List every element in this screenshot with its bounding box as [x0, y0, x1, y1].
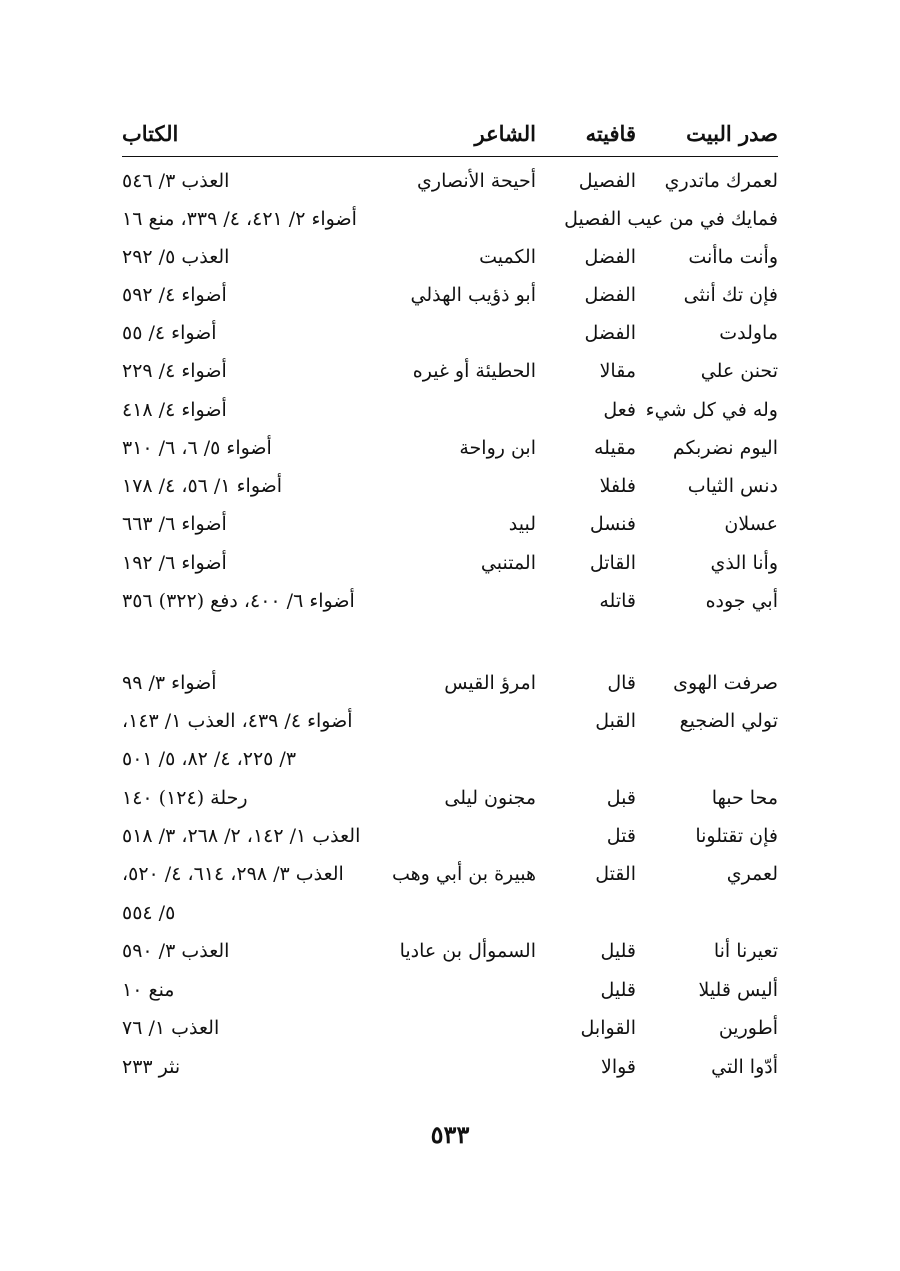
rhyme: مقالا — [599, 360, 636, 382]
table-row — [122, 702, 778, 740]
table-row — [122, 162, 778, 200]
poet: أحيحة الأنصاري — [417, 170, 536, 192]
verse-opening: لعمرك ماتدري — [664, 170, 778, 192]
verse-opening: صرفت الهوى — [673, 672, 778, 694]
book-reference: أضواء ٤/ ٢٢٩ — [122, 360, 227, 382]
book-reference: أضواء ٦/ ٤٠٠، دفع (٣٢٢) ٣٥٦ — [122, 590, 355, 612]
verse-opening: وله في كل شيء — [645, 399, 778, 421]
table-row — [122, 779, 778, 817]
book-reference: منع ١٠ — [122, 979, 175, 1001]
rhyme: القتل — [595, 863, 636, 885]
verse-opening: عسلان — [724, 513, 778, 535]
poet: امرؤ القيس — [444, 672, 536, 694]
verse-opening: وأنا الذي — [710, 552, 778, 574]
rhyme: القاتل — [589, 552, 636, 574]
book-reference: العذب ٥/ ٢٩٢ — [122, 246, 230, 268]
rhyme: فعل — [603, 399, 636, 421]
header-poet: الشاعر — [474, 121, 536, 146]
book-reference: أضواء ٦/ ١٩٢ — [122, 552, 227, 574]
book-reference: العذب ١/ ٧٦ — [122, 1017, 220, 1039]
book-reference: أضواء ٢/ ٤٢١، ٤/ ٣٣٩، منع ١٦ — [122, 208, 357, 230]
book-reference: أضواء ٤/ ٤١٨ — [122, 399, 227, 421]
rhyme: قليل — [600, 979, 636, 1001]
table-row — [122, 544, 778, 582]
table-row — [122, 276, 778, 314]
verse-opening: محا حبها — [711, 787, 778, 809]
table-row — [122, 429, 778, 467]
verse-opening: لعمري — [726, 863, 778, 885]
table-row — [122, 238, 778, 276]
table-row — [122, 664, 778, 702]
page-number: ٥٣٣ — [430, 1120, 470, 1149]
table-header — [122, 112, 778, 157]
verse-opening: تعيرنا أنا — [713, 940, 778, 962]
rhyme: الفضل — [584, 284, 636, 306]
poet: الكميت — [479, 246, 536, 268]
poet: ابن رواحة — [459, 437, 536, 459]
poet: المتنبي — [480, 552, 536, 574]
table-row — [122, 740, 778, 778]
book-reference: أضواء ٣/ ٩٩ — [122, 672, 217, 694]
table-row — [122, 932, 778, 970]
book-reference: رحلة (١٢٤) ١٤٠ — [122, 787, 248, 809]
table-row — [122, 1048, 778, 1086]
rhyme: قاتله — [599, 590, 636, 612]
rhyme: الفضل — [584, 246, 636, 268]
rhyme: الفضل — [584, 322, 636, 344]
header-rhyme: قافيته — [585, 121, 636, 146]
table-row — [122, 855, 778, 893]
verse-opening: فإن تك أنثى — [683, 284, 778, 306]
header-verse-opening: صدر البيت — [686, 121, 778, 146]
rhyme: قال — [607, 672, 636, 694]
rhyme: مقيله — [594, 437, 636, 459]
rhyme: فلفلا — [599, 475, 636, 497]
book-reference: أضواء ٤/ ٤٣٩، العذب ١/ ١٤٣، — [122, 710, 353, 732]
book-reference: أضواء ١/ ٥٦، ٤/ ١٧٨ — [122, 475, 283, 497]
book-reference: العذب ٣/ ٥٩٠ — [122, 940, 230, 962]
poet: أبو ذؤيب الهذلي — [410, 284, 536, 306]
poet: لبيد — [508, 513, 536, 535]
rhyme: القبل — [595, 710, 636, 732]
verse-opening: أبي جوده — [705, 590, 778, 612]
table-row — [122, 505, 778, 543]
poet: الحطيئة أو غيره — [412, 360, 536, 382]
table-row — [122, 1009, 778, 1047]
rhyme: فنسل — [589, 513, 636, 535]
verse-opening: دنس الثياب — [687, 475, 778, 497]
table-row — [122, 200, 778, 238]
verse-opening: أليس قليلا — [698, 979, 778, 1001]
poet: هبيرة بن أبي وهب — [391, 863, 536, 885]
table-row — [122, 314, 778, 352]
verse-opening: اليوم نضربكم — [672, 437, 778, 459]
verse-opening: أدّوا التي — [711, 1056, 778, 1078]
rhyme: قبل — [606, 787, 636, 809]
poet: السموأل بن عاديا — [399, 940, 536, 962]
book-reference: ٥/ ٥٥٤ — [122, 902, 176, 924]
rhyme: قتل — [606, 825, 636, 847]
rhyme: قوالا — [600, 1056, 636, 1078]
table-row — [122, 467, 778, 505]
table-row — [122, 391, 778, 429]
book-reference: أضواء ٦/ ٦٦٣ — [122, 513, 227, 535]
rhyme: الفصيل — [578, 170, 636, 192]
rhyme: قليل — [600, 940, 636, 962]
table-row — [122, 971, 778, 1009]
rhyme: القوابل — [580, 1017, 636, 1039]
table-row — [122, 817, 778, 855]
verse-opening: وأنت ماأنت — [688, 246, 778, 268]
book-reference: ٣/ ٢٢٥، ٤/ ٨٢، ٥/ ٥٠١ — [122, 748, 297, 770]
book-reference: أضواء ٤/ ٥٥ — [122, 322, 217, 344]
book-reference: العذب ٣/ ٥٤٦ — [122, 170, 230, 192]
verse-opening: فإن تقتلونا — [695, 825, 778, 847]
book-reference: نثر ٢٣٣ — [122, 1056, 181, 1078]
verse-opening: تولي الضجيع — [679, 710, 778, 732]
verse-opening: فمايك في من عيب الفصيل — [564, 208, 778, 230]
verse-opening: ماولدت — [719, 322, 778, 344]
book-reference: أضواء ٥/ ٦، ٦/ ٣١٠ — [122, 437, 272, 459]
verse-opening: تحنن علي — [700, 360, 778, 382]
table-row — [122, 582, 778, 620]
book-reference: العذب ١/ ١٤٢، ٢/ ٢٦٨، ٣/ ٥١٨ — [122, 825, 361, 847]
table-row — [122, 894, 778, 932]
table-row — [122, 352, 778, 390]
book-reference: العذب ٣/ ٢٩٨، ٦١٤، ٤/ ٥٢٠، — [122, 863, 344, 885]
verse-opening: أطورين — [718, 1017, 778, 1039]
header-book: الكتاب — [122, 121, 179, 146]
poet: مجنون ليلى — [444, 787, 536, 809]
book-reference: أضواء ٤/ ٥٩٢ — [122, 284, 227, 306]
